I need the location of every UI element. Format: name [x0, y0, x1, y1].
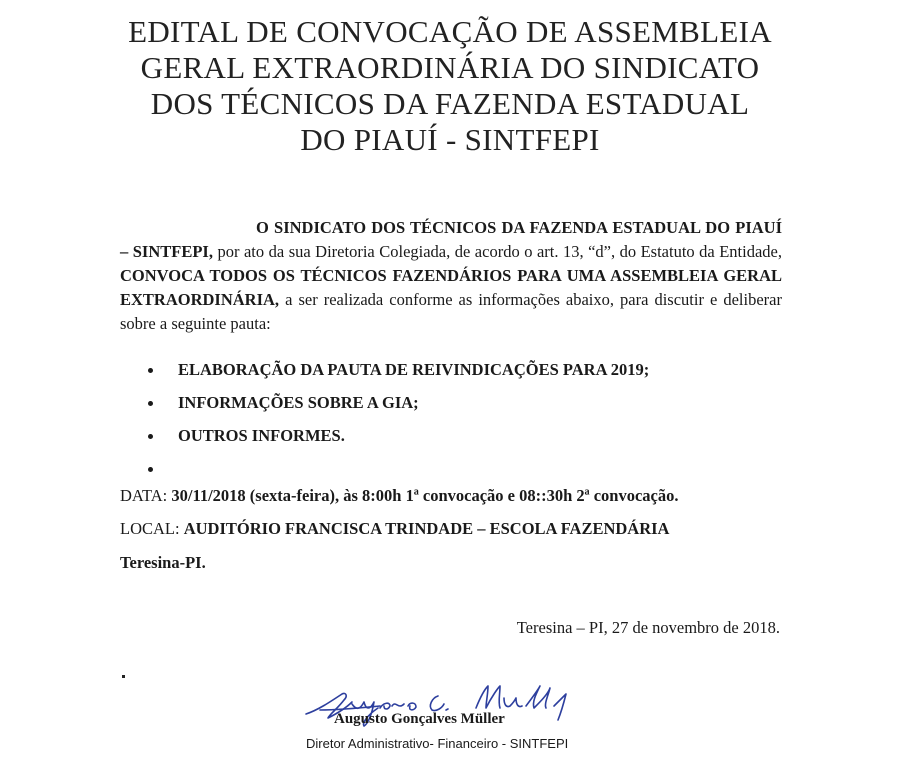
- title-line-4: DO PIAUÍ - SINTFEPI: [300, 122, 600, 157]
- bullet-icon: [148, 467, 153, 472]
- title-line-1: EDITAL DE CONVOCAÇÃO DE ASSEMBLEIA: [128, 14, 772, 49]
- meeting-date: [120, 486, 679, 506]
- body-paragraph: [120, 216, 782, 336]
- agenda-item-empty: [148, 455, 649, 488]
- meeting-location: [120, 519, 669, 539]
- meeting-city: Teresina-PI.: [120, 553, 206, 572]
- paragraph-text: [120, 216, 782, 336]
- agenda-list: [148, 356, 649, 488]
- bullet-icon: [148, 368, 153, 373]
- signatory-name: Augusto Gonçalves Müller: [334, 711, 505, 727]
- organization-name: O SINDICATO DOS TÉCNICOS DA FAZENDA ESTADUAL DO PIAUÍ – SINTFEPI,: [120, 218, 782, 261]
- date-value: 30/11/2018 (sexta-feira), às 8:00h 1ª convocação e 08::30h 2ª convocação.: [171, 486, 679, 505]
- agenda-item-text: ELABORAÇÃO DA PAUTA DE REIVINDICAÇÕES PARA 2019;: [178, 360, 650, 379]
- agenda-item: [148, 422, 649, 455]
- convocation-statement: CONVOCA TODOS OS TÉCNICOS FAZENDÁRIOS PARA UMA ASSEMBLEIA GERAL EXTRAORDINÁRIA,: [120, 266, 782, 309]
- bullet-icon: [148, 434, 153, 439]
- title-line-2: GERAL EXTRAORDINÁRIA DO SINDICATO: [140, 50, 760, 85]
- date-label: DATA:: [120, 486, 172, 505]
- agenda-item-text: INFORMAÇÕES SOBRE A GIA;: [178, 393, 419, 412]
- bullet-icon: [148, 401, 153, 406]
- agenda-item: [148, 389, 649, 422]
- place-and-date: Teresina – PI, 27 de novembro de 2018.: [516, 618, 780, 637]
- paragraph-text-2: a ser realizada conforme as informações abaixo, para discutir e deliberar sobre a seguinte pauta:: [120, 290, 782, 333]
- document-title: [100, 14, 800, 158]
- agenda-item: [148, 356, 649, 389]
- local-label: LOCAL:: [120, 519, 184, 538]
- agenda-item-text: OUTROS INFORMES.: [178, 426, 345, 445]
- title-line-3: DOS TÉCNICOS DA FAZENDA ESTADUAL: [150, 86, 750, 121]
- paragraph-text-1: por ato da sua Diretoria Colegiada, de acordo o art. 13, “d”, do Estatuto da Entidade,: [212, 242, 782, 261]
- local-value: AUDITÓRIO FRANCISCA TRINDADE – ESCOLA FAZENDÁRIA: [183, 519, 670, 538]
- stray-mark: [122, 675, 125, 678]
- signatory-role: Diretor Administrativo- Financeiro - SINTFEPI: [306, 736, 569, 751]
